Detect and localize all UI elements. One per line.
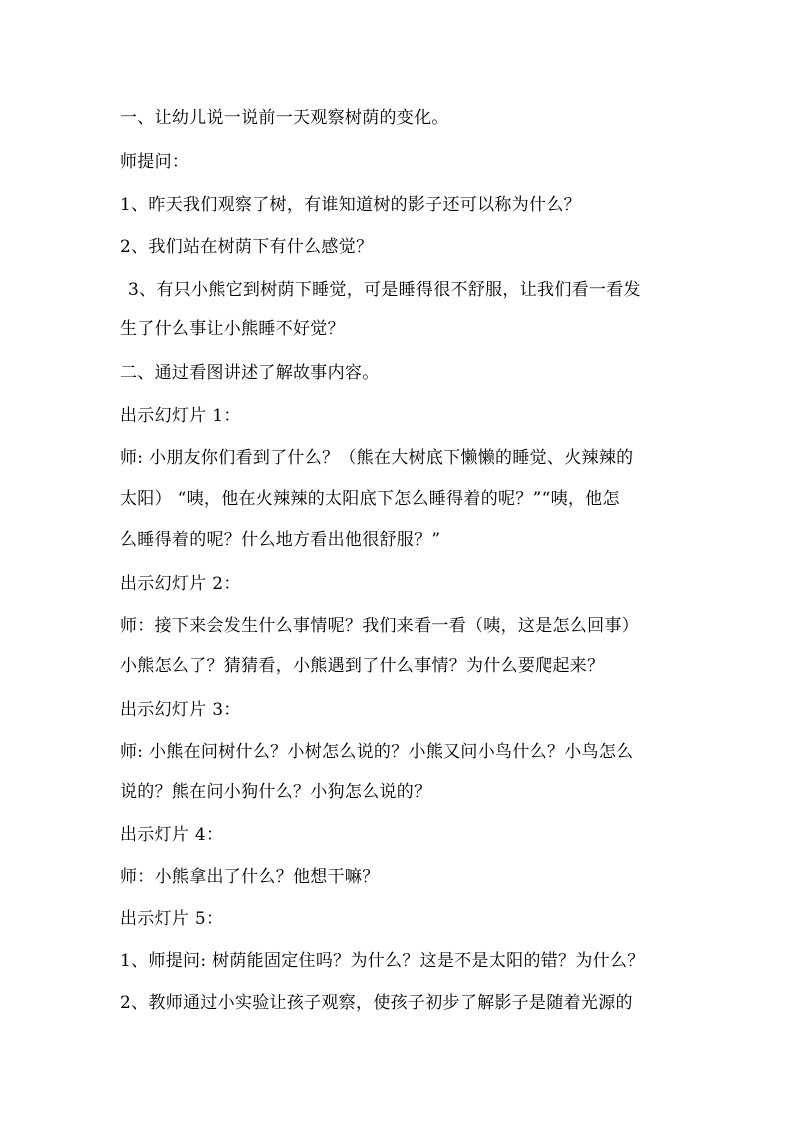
- question-3-continued: 生了什么事让小熊睡不好觉？: [120, 319, 345, 339]
- slide-1-label: 出示幻灯片 1：: [120, 406, 241, 426]
- slide-4-text: 师：小熊拿出了什么？他想干嘛？: [120, 867, 380, 887]
- slide-1-text: 师: 小朋友你们看到了什么？（熊在大树底下懒懒的睡觉、火辣辣的: [120, 448, 634, 468]
- question-3: 3、有只小熊它到树荫下睡觉，可是睡得很不舒服，让我们看一看发: [128, 280, 641, 300]
- slide-5-label: 出示灯片 5：: [120, 909, 224, 929]
- section-heading-2: 二、通过看图讲述了解故事内容。: [120, 363, 380, 383]
- slide-1-text: 么睡得着的呢？什么地方看出他很舒服？”: [120, 530, 441, 550]
- slide-5-item-1: 1、师提问: 树荫能固定住吗？为什么？这是不是太阳的错？为什么？: [120, 951, 645, 971]
- slide-2-text: 师：接下来会发生什么事情呢？我们来看一看（咦，这是怎么回事）: [120, 616, 639, 636]
- slide-3-text: 说的？熊在问小狗什么？小狗怎么说的？: [120, 782, 432, 802]
- slide-3-text: 师: 小熊在问树什么？小树怎么说的？小熊又问小鸟什么？小鸟怎么: [120, 742, 634, 762]
- question-1: 1、昨天我们观察了树，有谁知道树的影子还可以称为什么？: [120, 195, 581, 215]
- teacher-question-label: 师提问：: [120, 152, 190, 172]
- slide-3-label: 出示幻灯片 3：: [120, 700, 241, 720]
- slide-1-text: 太阳） “咦，他在火辣辣的太阳底下怎么睡得着的呢？”“咦，他怎: [120, 489, 620, 509]
- slide-5-item-2: 2、教师通过小实验让孩子观察，使孩子初步了解影子是随着光源的: [120, 993, 633, 1013]
- slide-2-text: 小熊怎么了？猜猜看，小熊遇到了什么事情？为什么要爬起来？: [120, 656, 605, 676]
- slide-4-label: 出示灯片 4：: [120, 825, 224, 845]
- question-2: 2、我们站在树荫下有什么感觉？: [120, 237, 374, 257]
- slide-2-label: 出示幻灯片 2：: [120, 574, 241, 594]
- section-heading-1: 一、让幼儿说一说前一天观察树荫的变化。: [120, 108, 449, 128]
